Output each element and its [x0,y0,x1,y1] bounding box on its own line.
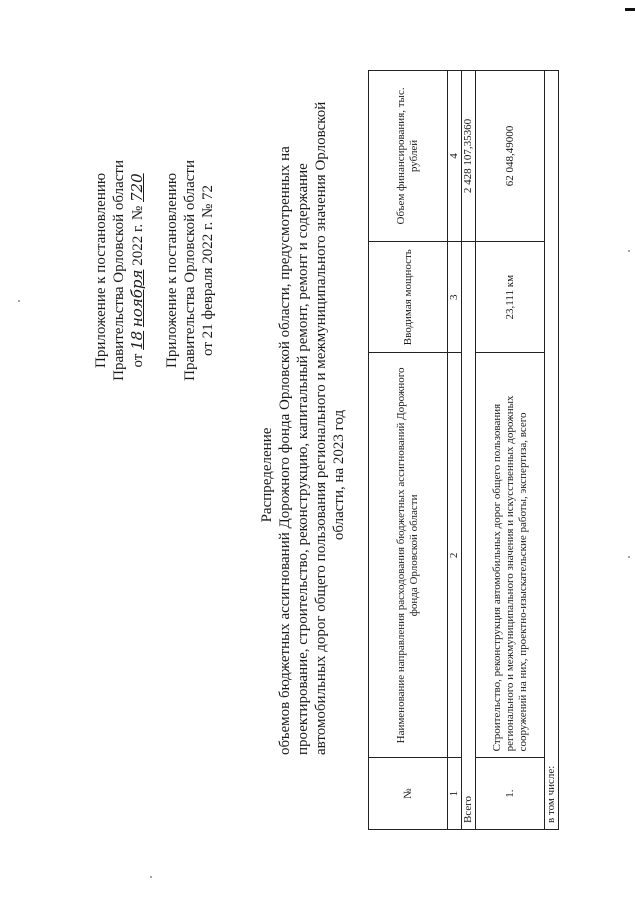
appendix-current-line1: Приложение к постановлению [93,172,109,368]
column-number-row [448,71,462,830]
header-funding: Объем финансирования, тыс. рублей [369,71,448,242]
title-line2: проектирование, строительство, реконструкцию, капитальный ремонт, ремонт и содержание [295,163,311,755]
colnum-2: 2 [448,353,462,758]
including-label: в том числе: [545,71,559,830]
allocation-table [368,70,559,830]
appendix-previous-line2: Правительства Орловской области [182,160,198,381]
including-row [545,71,559,830]
title-line1: объемов бюджетных ассигнований Дорожного фонда Орловской области, предусмотренных на [277,146,293,755]
appendix-current-date [128,160,147,381]
header-no: № [369,758,448,830]
handwritten-month: ноября [128,269,146,328]
total-row [462,71,476,830]
appendix-prefix: от [130,353,146,368]
header-capacity: Вводимая мощность [369,241,448,353]
title-line4: области, на 2023 год [331,409,347,541]
handwritten-number: 720 [128,173,146,202]
title-line3: автомобильных дорог общего пользования регионального и межмуниципального значения Орловской [313,101,329,755]
appendix-previous-line3: от 21 февраля 2022 г. № 72 [200,184,216,356]
row-funding: 62 048,49000 [476,71,545,242]
handwritten-day: 18 [128,330,146,350]
row-name: Строительство, реконструкция автомобильных дорог общего пользования регионального и межмуниципального значения и искусственных дорожных сооружений на них, проектно-изыскательские работы, экспертиза, всего [476,353,545,758]
table-header-row [369,71,448,830]
row-no: 1. [476,758,545,830]
row-capacity: 23,111 км [476,241,545,353]
colnum-3: 3 [448,241,462,353]
total-label: Всего [462,241,476,829]
appendix-current-line2: Правительства Орловской области [111,160,127,381]
appendix-year: 2022 г. № [130,205,146,266]
colnum-4: 4 [448,71,462,242]
appendix-previous-line1: Приложение к постановлению [164,172,180,368]
header-name: Наименование направления расходования бюджетных ассигнований Дорожного фонда Орловской области [369,353,448,758]
appendix-block [92,160,217,381]
title-heading: Распределение [259,427,275,523]
document-title [258,101,348,755]
colnum-1: 1 [448,758,462,830]
total-funding: 2 428 107,35360 [462,71,476,242]
table-row [476,71,545,830]
